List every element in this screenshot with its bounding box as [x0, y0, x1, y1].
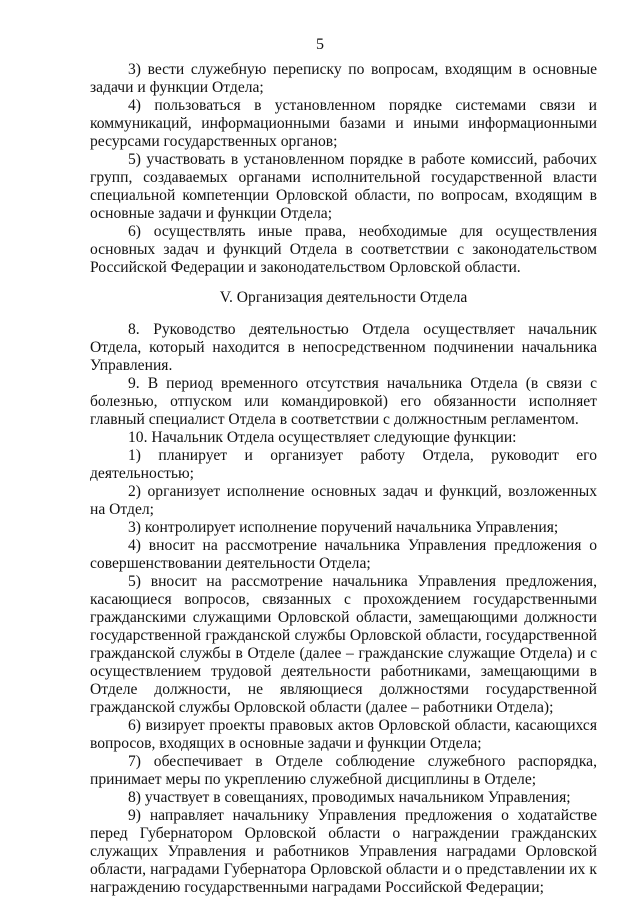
paragraph-function-1: 1) планирует и организует работу Отдела, руководит его деятельностью; — [90, 447, 597, 482]
paragraph-rights-4: 4) пользоваться в установленном порядке системами связи и коммуникаций, информационными базами и иными информационными ресурсами государственных органов; — [90, 97, 597, 150]
paragraph-rights-5: 5) участвовать в установленном порядке в работе комиссий, рабочих групп, создаваемых органами исполнительной государственной власти специальной компетенции Орловской области, по вопросам, входящим в основные задачи и функции Отдела; — [90, 151, 597, 222]
paragraph-clause-10: 10. Начальник Отдела осуществляет следующие функции: — [128, 429, 517, 446]
paragraph-rights-3: 3) вести служебную переписку по вопросам, входящим в основные задачи и функции Отдела; — [90, 61, 597, 96]
document-body — [90, 61, 597, 897]
paragraph-rights-6: 6) осуществлять иные права, необходимые для осуществления основных задач и функций Отдела в соответствии с законодательством Российской Федерации и законодательством Орловской области. — [90, 223, 597, 276]
section-heading: V. Организация деятельности Отдела — [219, 289, 468, 306]
paragraph-clause-9: 9. В период временного отсутствия начальника Отдела (в связи с болезнью, отпуском или командировкой) его обязанности исполняет главный специалист Отдела в соответствии с должностным регламентом. — [90, 375, 597, 428]
paragraph-clause-8: 8. Руководство деятельностью Отдела осуществляет начальник Отдела, который находится в непосредственном подчинении начальника Управления. — [90, 321, 597, 374]
paragraph-function-7: 7) обеспечивает в Отделе соблюдение служебного распорядка, принимает меры по укреплению служебной дисциплины в Отделе; — [90, 753, 597, 788]
paragraph-function-4: 4) вносит на рассмотрение начальника Управления предложения о совершенствовании деятельности Отдела; — [90, 537, 597, 572]
paragraph-function-3: 3) контролирует исполнение поручений начальника Управления; — [128, 519, 559, 536]
paragraph-function-6: 6) визирует проекты правовых актов Орловской области, касающихся вопросов, входящих в основные задачи и функции Отдела; — [90, 717, 597, 752]
page-number: 5 — [316, 36, 324, 53]
paragraph-function-5: 5) вносит на рассмотрение начальника Управления предложения, касающиеся вопросов, связанных с прохождением государственными гражданскими служащими Орловской области, замещающими должности государственной гражданской службы Орловской области, государственной гражданской службы в Отделе (далее – гражданские служащие Отдела) и с осуществлением трудовой деятельности работниками, замещающими в Отделе должности, не являющиеся должностями государственной гражданской службы Орловской области (далее – работники Отдела); — [90, 573, 597, 716]
paragraph-function-2: 2) организует исполнение основных задач и функций, возложенных на Отдел; — [90, 483, 597, 518]
paragraph-function-8: 8) участвует в совещаниях, проводимых начальником Управления; — [128, 789, 571, 806]
paragraph-function-9: 9) направляет начальнику Управления предложения о ходатайстве перед Губернатором Орловской области о награждении гражданских служащих Управления и работников Управления наградами Орловской области, наградами Губернатора Орловской области и о представлении их к награждению государственными наградами Российской Федерации; — [90, 807, 597, 896]
